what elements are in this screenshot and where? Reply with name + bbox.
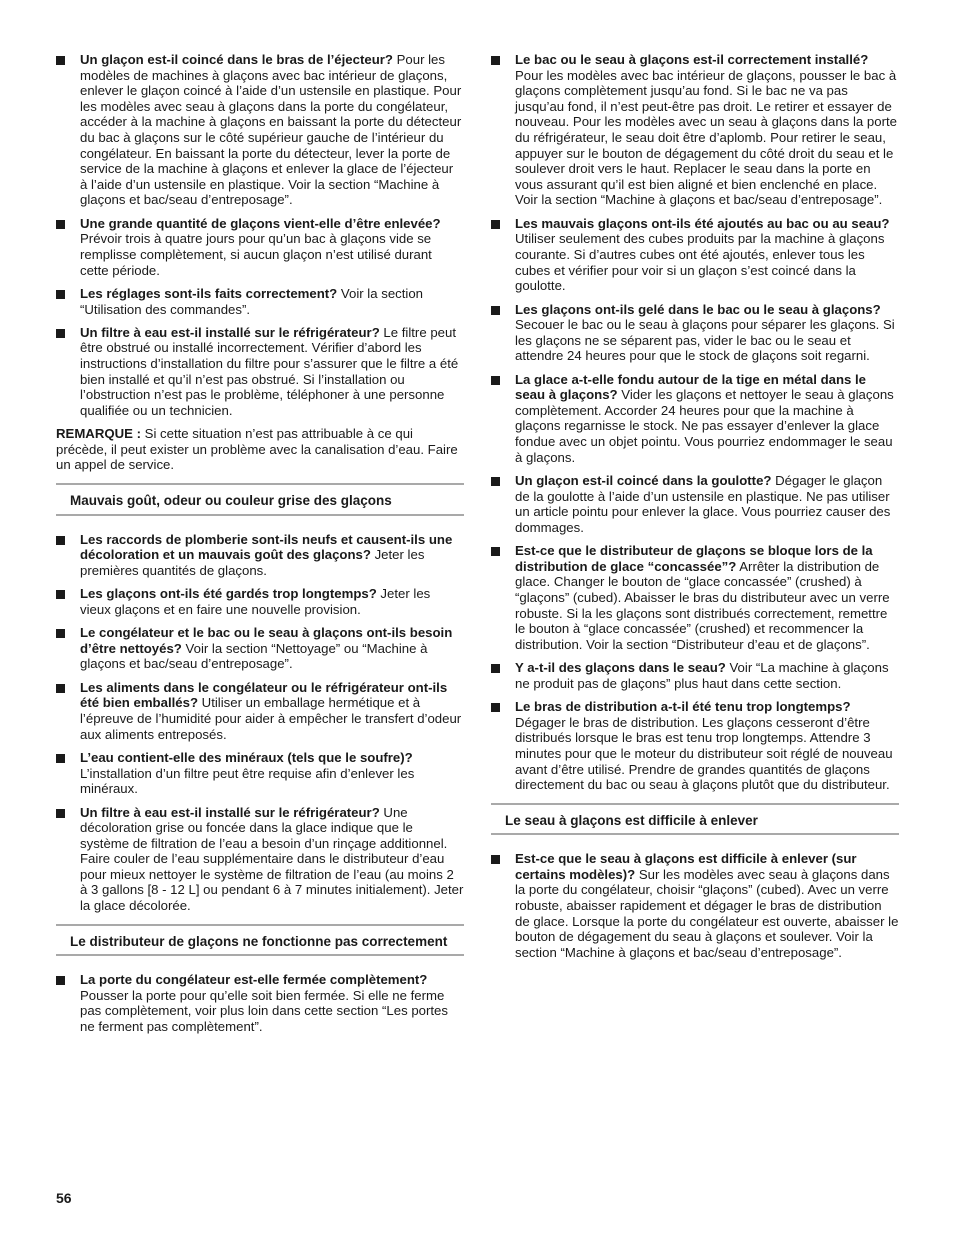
item-answer: Prévoir trois à quatre jours pour qu’un bac à glaçons vide se remplisse complètement, si aucun glaçon n’est utilisé durant cette période. — [80, 231, 432, 278]
right-column — [491, 52, 899, 968]
bullet-square-icon — [491, 477, 500, 486]
bullet-square-icon — [56, 290, 65, 299]
item-question: Est-ce que le distributeur de glaçons se bloque lors de la distribution de glace “concassée”? — [515, 543, 873, 574]
item-question: Un filtre à eau est-il installé sur le réfrigérateur? — [80, 324, 380, 340]
section-heading: Le seau à glaçons est difficile à enlever — [491, 803, 899, 836]
item-question: Le bac ou le seau à glaçons est-il correctement installé? — [515, 52, 869, 67]
bullet-square-icon — [56, 536, 65, 545]
bullet-square-icon — [491, 703, 500, 712]
section-heading: Mauvais goût, odeur ou couleur grise des glaçons — [56, 483, 464, 516]
bullet-square-icon — [56, 754, 65, 763]
item-question: Y a-t-il des glaçons dans le seau? — [515, 660, 726, 676]
bullet-square-icon — [56, 220, 65, 229]
list-item — [56, 750, 464, 797]
item-answer: Sur les modèles avec seau à glaçons dans la porte du congélateur, choisir “glaçons” (cubed). Avec un verre robuste, abaisser rapidement et dégager le bras de distribution de glace. Lorsque la porte du congélateur est ouverte, abaisser le bouton de dégagement du seau à glaçons et soulever. Voir la section “Machine à glaçons et bac/seau d’entreposage”. — [515, 866, 899, 960]
list-item — [491, 52, 899, 208]
list-item — [491, 216, 899, 294]
list-item — [491, 699, 899, 793]
list-item — [491, 543, 899, 652]
note-paragraph — [56, 426, 464, 473]
item-question: Les mauvais glaçons ont-ils été ajoutés au bac ou au seau? — [515, 215, 890, 231]
bullet-square-icon — [491, 220, 500, 229]
item-question: Les réglages sont-ils faits correctement? — [80, 285, 338, 301]
item-question: Le congélateur et le bac ou le seau à glaçons ont-ils besoin d’être nettoyés? — [80, 625, 453, 656]
item-answer: Jeter les premières quantités de glaçons. — [80, 547, 425, 578]
item-answer: Jeter les vieux glaçons et en faire une nouvelle provision. — [80, 586, 431, 617]
item-question: Une grande quantité de glaçons vient-elle d’être enlevée? — [80, 215, 441, 231]
list-item — [56, 286, 464, 317]
item-question: Un glaçon est-il coincé dans le bras de l’éjecteur? — [80, 52, 393, 67]
item-answer: Utiliser un emballage hermétique et à l’épreuve de l’humidité pour aider à empêcher le transfert d’odeur aux aliments entreposés. — [80, 695, 462, 742]
item-answer: Voir “La machine à glaçons ne produit pas de glaçons” plus haut dans cette section. — [515, 660, 889, 691]
bullet-square-icon — [491, 306, 500, 315]
list-item — [56, 586, 464, 617]
item-question: Les glaçons ont-ils été gardés trop longtemps? — [80, 586, 377, 602]
item-answer: Le filtre peut être obstrué ou installé incorrectement. Vérifier d’abord les instructions d’installation du filtre pour s’assurer que le filtre a été bien installé et qu’il n’est pas obstrué. Si l’installation ou l’obstruction n’est pas le problème, téléphoner à une personne qualifiée ou un technicien. — [80, 324, 459, 418]
bullet-square-icon — [491, 547, 500, 556]
list-item — [491, 302, 899, 364]
list-item — [56, 680, 464, 742]
item-answer: L’installation d’un filtre peut être requise afin d’enlever les minéraux. — [80, 765, 415, 797]
list-item — [56, 52, 464, 208]
list-item — [56, 532, 464, 579]
item-answer: Utiliser seulement des cubes produits par la machine à glaçons courante. Si d’autres cubes ont été ajoutés, enlever tous les cubes et vérifier pour voir si un glaçon s’est coincé dans la goulotte. — [515, 231, 885, 294]
item-answer: Dégager le bras de distribution. Les glaçons cesseront d’être distribués lorsque le bras est tenu trop longtemps. Attendre 3 minutes pour que le moteur du distributeur soit réglé de nouveau avant d’être utilisé. Prendre de grandes quantités de glaçons directement du bac ou seau à glaçons plutôt que du distributeur. — [515, 714, 893, 793]
bullet-square-icon — [56, 684, 65, 693]
item-answer: Pousser la porte pour qu’elle soit bien fermée. Si elle ne ferme pas complètement, voir plus loin dans cette section “Les portes ne ferment pas complètement”. — [80, 987, 448, 1035]
item-question: Le bras de distribution a-t-il été tenu trop longtemps? — [515, 699, 851, 715]
item-question: La porte du congélateur est-elle fermée complètement? — [80, 972, 428, 988]
item-question: Les glaçons ont-ils gelé dans le bac ou le seau à glaçons? — [515, 301, 881, 317]
bullet-square-icon — [491, 376, 500, 385]
item-question: Un filtre à eau est-il installé sur le réfrigérateur? — [80, 804, 380, 820]
item-answer: Pour les modèles de machines à glaçons avec bac intérieur de glaçons, enlever le glaçon coincé à l’aide d’un ustensile en plastique. Pour les modèles avec seau à glaçons dans la porte du congélateur, accéder à la machine à glaçons en baissant la porte du détecteur du bac à glaçons sur le côté supérieur gauche de l’intérieur du congélateur. En baissant la porte du détecteur, lever la porte de service de la machine à glaçons et enlever la glace de l’éjecteur à l’aide d’un ustensile en plastique. Voir la section “Machine à glaçons et bac/seau d’entreposage”. — [80, 52, 462, 208]
item-question: L’eau contient-elle des minéraux (tels que le soufre)? — [80, 749, 413, 765]
item-answer: Voir la section “Utilisation des commandes”. — [80, 285, 424, 317]
item-answer: Vider les glaçons et nettoyer le seau à glaçons complètement. Accorder 24 heures pour que la machine à glaçons regarnisse le stock. Ne pas essayer d’enlever la glace fondue avec un objet pointu. Vous pourriez endommager le seau à glaçons. — [515, 387, 894, 465]
bullet-square-icon — [56, 56, 65, 65]
bullet-square-icon — [491, 855, 500, 864]
list-item — [491, 473, 899, 535]
item-question: Les raccords de plomberie sont-ils neufs et causent-ils une décoloration et un mauvais goût des glaçons? — [80, 531, 453, 563]
list-item — [56, 325, 464, 419]
bullet-square-icon — [56, 976, 65, 985]
list-item — [491, 660, 899, 691]
note-label: REMARQUE : — [56, 426, 141, 442]
item-answer: Arrêter la distribution de glace. Changer le bouton de “glace concassée” (crushed) à “glaçons” (cubed). Abaisser le bras du distributeur avec un verre robuste. Si la les glaçons sont distribués correctement, remettre le bouton à “glace concassée” (crushed) et recommencer la distribution. Voir la section “Distributeur d’eau et de glaçons”. — [515, 558, 890, 652]
item-question: Les aliments dans le congélateur ou le réfrigérateur ont-ils été bien emballés? — [80, 679, 448, 711]
bullet-square-icon — [56, 629, 65, 638]
item-question: Un glaçon est-il coincé dans la goulotte? — [515, 473, 772, 489]
list-item — [56, 625, 464, 672]
list-item — [56, 972, 464, 1034]
item-question: Est-ce que le seau à glaçons est difficile à enlever (sur certains modèles)? — [515, 851, 857, 882]
bullet-square-icon — [56, 590, 65, 599]
list-item — [56, 216, 464, 278]
list-item — [491, 372, 899, 466]
item-answer: Une décoloration grise ou foncée dans la glace indique que le système de filtration de l’eau a besoin d’un rinçage additionnel. Faire couler de l’eau supplémentaire dans le distributeur d’eau pour mieux nettoyer le système de filtration de l’eau (au moins 2 à 3 gallons [8 - 12 L] ou pendant 6 à 7 minutes initialement). Jeter la glace décolorée. — [80, 804, 464, 914]
bullet-square-icon — [56, 329, 65, 338]
list-item — [56, 805, 464, 914]
item-answer: Pour les modèles avec bac intérieur de glaçons, pousser le bac à glaçons complètement jusqu’au fond. Si le bac ne va pas jusqu’au fond, il n’est peut-être pas droit. Le retirer et essayer de nouveau. Pour les modèles avec un seau à glaçons dans la porte du réfrigérateur, le seau doit être d’aplomb. Pour retirer le seau, appuyer sur le bouton de dégagement du côté droit du seau et le soulever droit vers le haut. Replacer le seau dans la porte en vous assurant qu’il est bien aligné et bien enclenché en place. Voir la section “Machine à glaçons et bac/seau d’entreposage”. — [515, 67, 897, 208]
list-item — [491, 851, 899, 960]
note-text: Si cette situation n’est pas attribuable à ce qui précède, il peut exister un problème avec la canalisation d’eau. Faire un appel de service. — [56, 426, 458, 473]
bullet-square-icon — [491, 664, 500, 673]
item-answer: Secouer le bac ou le seau à glaçons pour séparer les glaçons. Si les glaçons ne se séparent pas, vider le bac ou le seau et attendre 24 heures pour que le stock de glaçons soit regarni. — [515, 317, 895, 364]
page-number: 56 — [56, 1190, 72, 1206]
bullet-square-icon — [491, 56, 500, 65]
item-answer: Dégager le glaçon de la goulotte à l’aide d’un ustensile en plastique. Ne pas utiliser un article pointu pour enlever la glace. Vous pourriez causer des dommages. — [515, 473, 891, 535]
section-heading: Le distributeur de glaçons ne fonctionne pas correctement — [56, 924, 464, 957]
left-column — [56, 52, 464, 1042]
item-question: La glace a-t-elle fondu autour de la tige en métal dans le seau à glaçons? — [515, 371, 867, 403]
bullet-square-icon — [56, 809, 65, 818]
item-answer: Voir la section “Nettoyage” ou “Machine à glaçons et bac/seau d’entreposage”. — [80, 640, 428, 672]
